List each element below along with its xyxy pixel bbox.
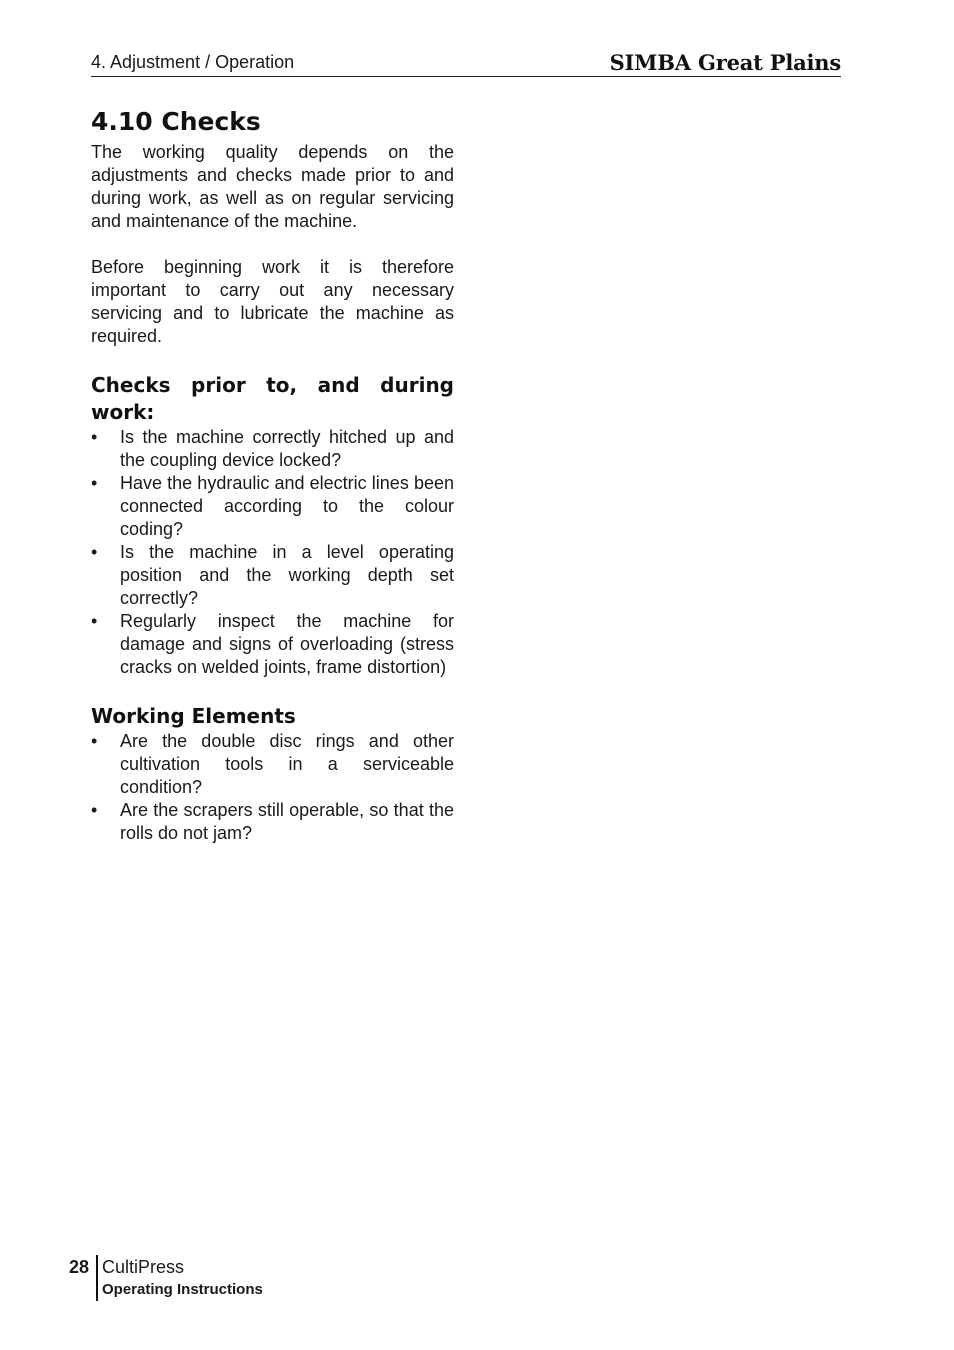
bullet-icon: • <box>91 542 98 562</box>
list-item-text: Are the double disc rings and other cultivation tools in a serviceable condition? <box>120 731 454 797</box>
bullet-icon: • <box>91 611 98 631</box>
list-item <box>91 472 454 541</box>
product-name: CultiPress <box>102 1257 185 1277</box>
section-heading-checks: Checks prior to, and during work: <box>91 373 454 424</box>
bullet-icon: • <box>91 427 98 447</box>
list-item-text: Is the machine correctly hitched up and the coupling device locked? <box>120 427 454 470</box>
list-item-text: Are the scrapers still operable, so that the rolls do not jam? <box>120 800 454 843</box>
page-title: 4.10 Checks <box>91 107 261 136</box>
footer-divider <box>96 1255 98 1301</box>
bullet-icon: • <box>91 473 98 493</box>
section-heading-working-elements: Working Elements <box>91 704 296 728</box>
bullet-icon: • <box>91 800 98 820</box>
list-item-text: Regularly inspect the machine for damage and signs of overloading (stress cracks on welded joints, frame distortion) <box>120 611 454 677</box>
document-type: Operating Instructions <box>102 1281 263 1298</box>
working-elements-list <box>91 730 454 845</box>
list-item <box>91 426 454 472</box>
list-item-text: Is the machine in a level operating position and the working depth set correctly? <box>120 542 454 608</box>
list-item <box>91 541 454 610</box>
brand-logo-text: SIMBA Great Plains <box>609 50 841 75</box>
main-column <box>91 106 454 845</box>
intro-paragraph: Before beginning work it is therefore important to carry out any necessary servicing and to lubricate the machine as required. <box>91 257 454 346</box>
page-number: 28 <box>69 1257 90 1277</box>
checks-list <box>91 426 454 679</box>
bullet-icon: • <box>91 731 98 751</box>
list-item <box>91 610 454 679</box>
list-item <box>91 730 454 799</box>
intro-paragraph: The working quality depends on the adjustments and checks made prior to and during work, as well as on regular servicing and maintenance of the machine. <box>91 142 454 231</box>
page-header <box>91 50 841 77</box>
list-item <box>91 799 454 845</box>
list-item-text: Have the hydraulic and electric lines been connected according to the colour coding? <box>120 473 454 539</box>
section-title: 4. Adjustment / Operation <box>91 52 295 72</box>
